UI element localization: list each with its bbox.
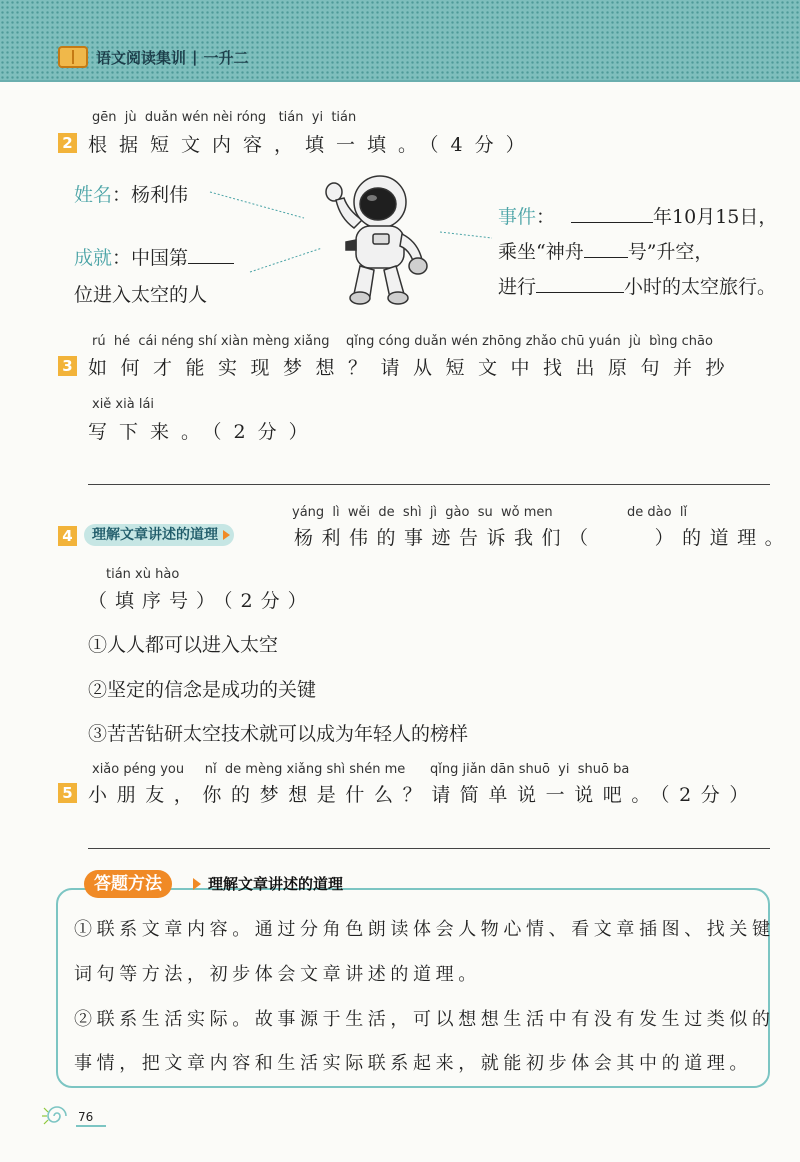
q5-question: 小朋友，你的梦想是什么？请简单说一说吧。（2分） (88, 784, 758, 806)
q4-pinyin-1: yáng lì wěi de shì jì gào su wǒ men de dào lǐ (292, 505, 688, 520)
arrow-right-icon (193, 878, 201, 890)
footer-underline (76, 1125, 106, 1127)
q4-option-1[interactable]: ①人人都可以进入太空 (88, 634, 279, 656)
q3-answer-line[interactable] (88, 484, 770, 485)
q2-question: 根据短文内容，填一填。（4分） (88, 134, 537, 156)
grade-label: 一升二 (203, 48, 249, 67)
q4-question-2: （填序号）（2分） (88, 590, 315, 612)
method-line-2: 词句等方法，初步体会文章讲述的道理。 (74, 964, 481, 985)
method-line-3: ②联系生活实际。故事源于生活，可以想想生活中有没有发生过类似的 (74, 1009, 775, 1030)
event-text-c: 乘坐“神舟 (498, 241, 584, 263)
event-label: 事件 (498, 206, 537, 228)
event-text-e: 进行 (498, 276, 537, 298)
method-badge: 答题方法 (84, 870, 172, 898)
astronaut-icon (318, 170, 434, 308)
method-line-1: ①联系文章内容。通过分角色朗读体会人物心情、看文章插图、找关键 (74, 919, 775, 940)
q3-question-1: 如何才能实现梦想？请从短文中找出原句并抄 (88, 357, 739, 379)
page-number: 76 (78, 1110, 94, 1124)
event-text-a: ： (536, 206, 556, 228)
q4-number: 4 (58, 526, 77, 546)
q4-option-3[interactable]: ③苦苦钻研太空技术就可以成为年轻人的榜样 (88, 723, 469, 745)
q5-answer-line[interactable] (88, 848, 770, 849)
achievement-text-b: 位进入太空的人 (74, 284, 208, 306)
q2-number: 2 (58, 133, 77, 153)
q4-question-1: 杨利伟的事迹告诉我们（ ）的道理。 (294, 527, 793, 549)
q5-number: 5 (58, 783, 77, 803)
swirl-icon (40, 1104, 74, 1128)
event-text-b: 年10月15日， (653, 206, 778, 228)
q4-skill-tag: 理解文章讲述的道理 (84, 524, 234, 546)
q3-pinyin-2: xiě xià lái (92, 397, 155, 412)
series-name: 语文阅读集训 (96, 48, 187, 67)
q3-pinyin-1: rú hé cái néng shí xiàn mèng xiǎng qǐng cóng duǎn wén zhōng zhǎo chū yuán jù bìng chāo (92, 334, 713, 349)
q4-pinyin-2: tián xù hào (106, 567, 180, 582)
q3-number: 3 (58, 356, 77, 376)
method-title: 理解文章讲述的道理 (208, 875, 344, 893)
name-label: 姓名 (74, 184, 113, 206)
q3-question-2: 写下来。（2分） (88, 421, 320, 443)
q4-option-2[interactable]: ②坚定的信念是成功的关键 (88, 679, 317, 701)
method-line-4: 事情，把文章内容和生活实际联系起来，就能初步体会其中的道理。 (74, 1053, 752, 1074)
q5-pinyin: xiǎo péng you nǐ de mèng xiǎng shì shén me qǐng jiǎn dān shuō yi shuō ba (92, 762, 630, 777)
event-text-f: 小时的太空旅行。 (624, 276, 777, 298)
event-text-d: 号”升空， (627, 241, 714, 263)
q2-pinyin: gēn jù duǎn wén nèi róng tián yi tián (92, 110, 357, 125)
achievement-label: 成就 (74, 247, 113, 269)
achievement-text-a: ：中国第 (112, 247, 189, 269)
name-value: ：杨利伟 (112, 184, 189, 206)
header-separator: | (192, 48, 198, 66)
